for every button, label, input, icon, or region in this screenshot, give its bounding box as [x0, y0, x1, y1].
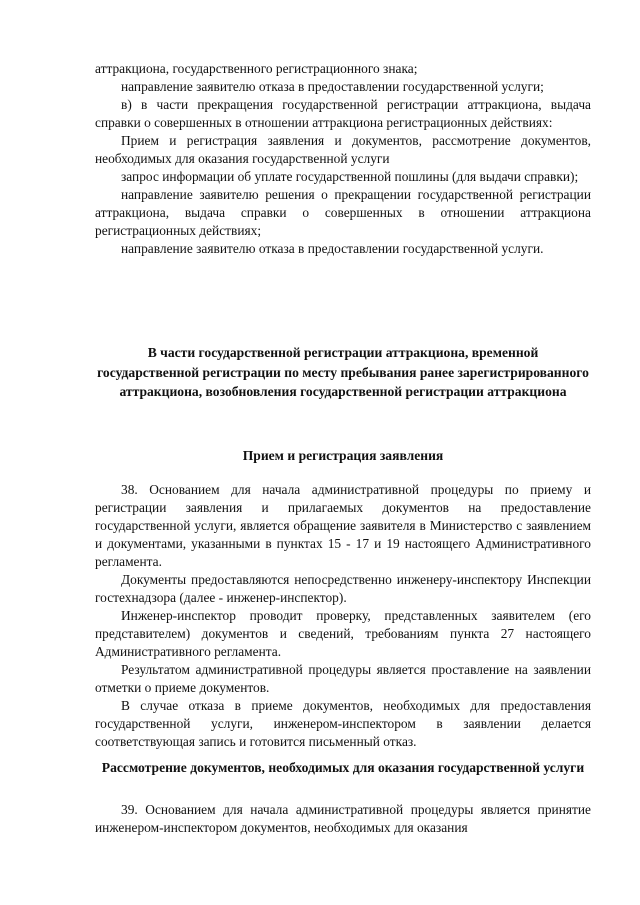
paragraph: направление заявителю решения о прекращении государственной регистрации аттракциона, выдача справки о совершенных в отношении аттракциона регистрационных действиях; — [95, 187, 591, 238]
paragraph: Прием и регистрация заявления и документов, рассмотрение документов, необходимых для оказания государственной услуги — [95, 133, 591, 166]
text-block-3 — [95, 801, 591, 837]
paragraph: 38. Основанием для начала административной процедуры по приему и регистрации заявления и прилагаемых документов на предоставление государственной услуги, является обращение заявителя в Министерство с заявлением и документами, указанными в пунктах 15 - 17 и 19 настоящего Административного регламента. — [95, 482, 591, 569]
section-heading: В части государственной регистрации аттракциона, временной государственной регистрации по месту пребывания ранее зарегистрированного аттракциона, возобновления государственной регистрации аттракциона — [97, 345, 589, 399]
text-block-2 — [95, 481, 591, 751]
paragraph: Инженер-инспектор проводит проверку, представленных заявителем (его представителем) документов и сведений, требованиям пункта 27 настоящего Административного регламента. — [95, 608, 591, 659]
paragraph: направление заявителю отказа в предоставлении государственной услуги; — [121, 79, 544, 94]
paragraph: в) в части прекращения государственной регистрации аттракциона, выдача справки о совершенных в отношении аттракциона регистрационных действиях: — [95, 97, 591, 130]
text-block-1 — [95, 60, 591, 258]
paragraph: 39. Основанием для начала административной процедуры является принятие инженером-инспектором документов, необходимых для оказания — [95, 802, 591, 835]
subsection-heading: Рассмотрение документов, необходимых для оказания государственной услуги — [101, 760, 585, 775]
paragraph: направление заявителю отказа в предоставлении государственной услуги. — [121, 241, 544, 256]
subsection-heading: Прием и регистрация заявления — [242, 448, 444, 463]
paragraph: Документы предоставляются непосредственно инженеру-инспектору Инспекции гостехнадзора (далее - инженер-инспектор). — [95, 572, 591, 605]
paragraph: аттракциона, государственного регистрационного знака; — [95, 61, 418, 76]
paragraph: В случае отказа в приеме документов, необходимых для предоставления государственной услуги, инженером-инспектором в заявлении делается соответствующая запись и готовится письменный отказ. — [95, 698, 591, 749]
paragraph: Результатом административной процедуры является проставление на заявлении отметки о приеме документов. — [95, 662, 591, 695]
paragraph: запрос информации об уплате государственной пошлины (для выдачи справки); — [121, 169, 579, 184]
